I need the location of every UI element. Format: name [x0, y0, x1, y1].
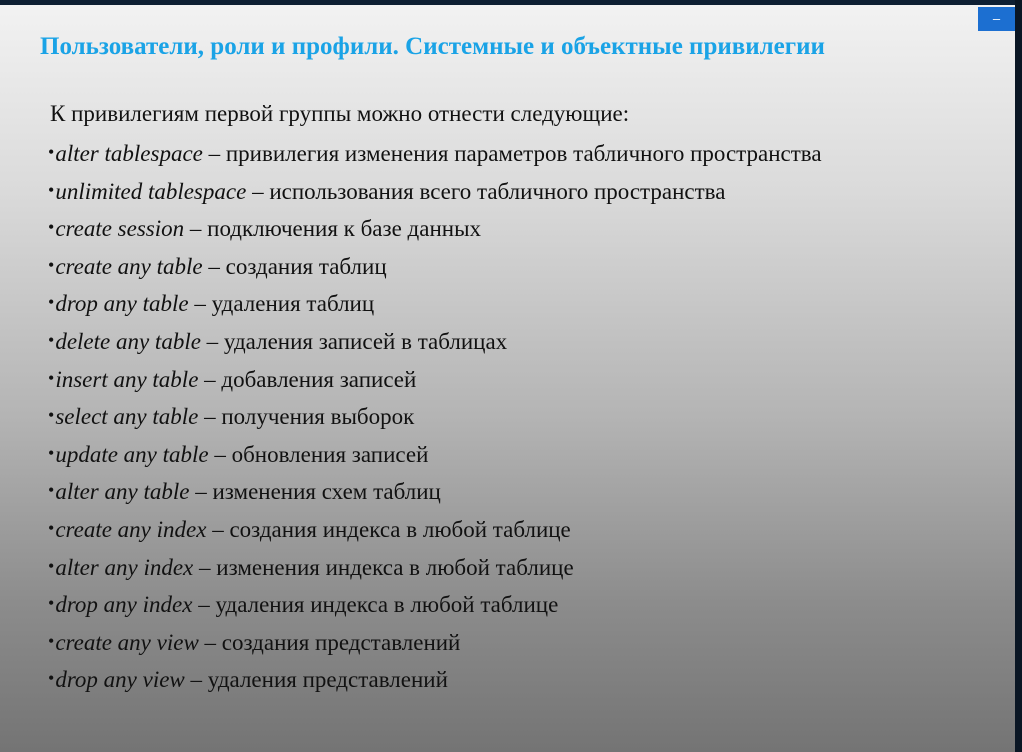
privilege-item — [48, 288, 822, 326]
bullet-icon: • — [48, 480, 55, 501]
privilege-description: – получения выборок — [198, 404, 415, 430]
privilege-term: drop any index — [55, 592, 193, 618]
privilege-term: create session — [55, 216, 185, 242]
privilege-item — [48, 552, 822, 590]
privilege-description: – удаления индекса в любой таблице — [192, 592, 559, 618]
bullet-icon: • — [48, 292, 55, 313]
bullet-icon: • — [48, 367, 55, 388]
privilege-item — [48, 476, 822, 514]
bullet-icon: • — [48, 329, 55, 350]
privilege-item — [48, 176, 822, 214]
privilege-description: – удаления таблиц — [188, 291, 375, 317]
privilege-item — [48, 589, 822, 627]
privilege-term: alter any index — [55, 554, 194, 580]
bullet-icon: • — [48, 630, 55, 651]
privilege-item — [48, 514, 822, 552]
privilege-description: – создания представлений — [198, 629, 461, 655]
bullet-icon: • — [48, 517, 55, 538]
bullet-icon: • — [48, 179, 55, 200]
privilege-description: – подключения к базе данных — [184, 216, 482, 242]
privilege-description: – создания таблиц — [202, 253, 387, 279]
privilege-term: drop any view — [55, 667, 185, 693]
privilege-term: create any table — [55, 253, 203, 279]
privilege-description: – создания индекса в любой таблице — [206, 516, 571, 542]
privilege-term: insert any table — [55, 366, 199, 392]
privilege-item — [48, 213, 822, 251]
bullet-icon: • — [48, 555, 55, 576]
privilege-item — [48, 439, 822, 477]
privilege-item — [48, 401, 822, 439]
privilege-item — [48, 138, 822, 176]
privilege-term: alter any table — [55, 479, 190, 505]
privilege-description: – обновления записей — [208, 441, 429, 467]
privilege-description: – добавления записей — [198, 366, 417, 392]
privilege-term: select any table — [55, 404, 199, 430]
privilege-term: unlimited tablespace — [55, 178, 247, 204]
slide-intro: К привилегиям первой группы можно отнести следующие: — [50, 101, 630, 126]
privilege-term: create any view — [55, 629, 199, 655]
privilege-description: – привилегия изменения параметров табличного пространства — [202, 141, 822, 166]
privilege-term: create any index — [55, 516, 207, 542]
minimize-button[interactable]: – — [978, 7, 1015, 31]
bullet-icon: • — [48, 217, 55, 238]
privilege-list — [48, 138, 822, 702]
bullet-icon: • — [48, 442, 55, 463]
privilege-description: – удаления записей в таблицах — [200, 328, 508, 354]
privilege-term: delete any table — [55, 328, 201, 354]
bullet-icon: • — [48, 405, 55, 426]
privilege-item — [48, 251, 822, 289]
privilege-item — [48, 326, 822, 364]
privilege-term: update any table — [55, 441, 209, 467]
bullet-icon: • — [48, 668, 55, 689]
privilege-description: – изменения схем таблиц — [189, 479, 441, 505]
privilege-item — [48, 627, 822, 665]
privilege-description: – использования всего табличного пространства — [246, 178, 726, 204]
privilege-term: drop any table — [55, 291, 189, 317]
slide — [0, 5, 1015, 752]
bullet-icon: • — [48, 593, 55, 614]
privilege-item — [48, 364, 822, 402]
window-edge — [1015, 0, 1022, 752]
privilege-item — [48, 664, 822, 702]
bullet-icon: • — [48, 254, 55, 275]
privilege-term: alter tablespace — [55, 141, 203, 166]
bullet-icon: • — [48, 142, 55, 162]
privilege-description: – удаления представлений — [184, 667, 448, 693]
privilege-description: – изменения индекса в любой таблице — [193, 554, 574, 580]
slide-title: Пользователи, роли и профили. Системные и объектные привилегии — [40, 33, 825, 60]
